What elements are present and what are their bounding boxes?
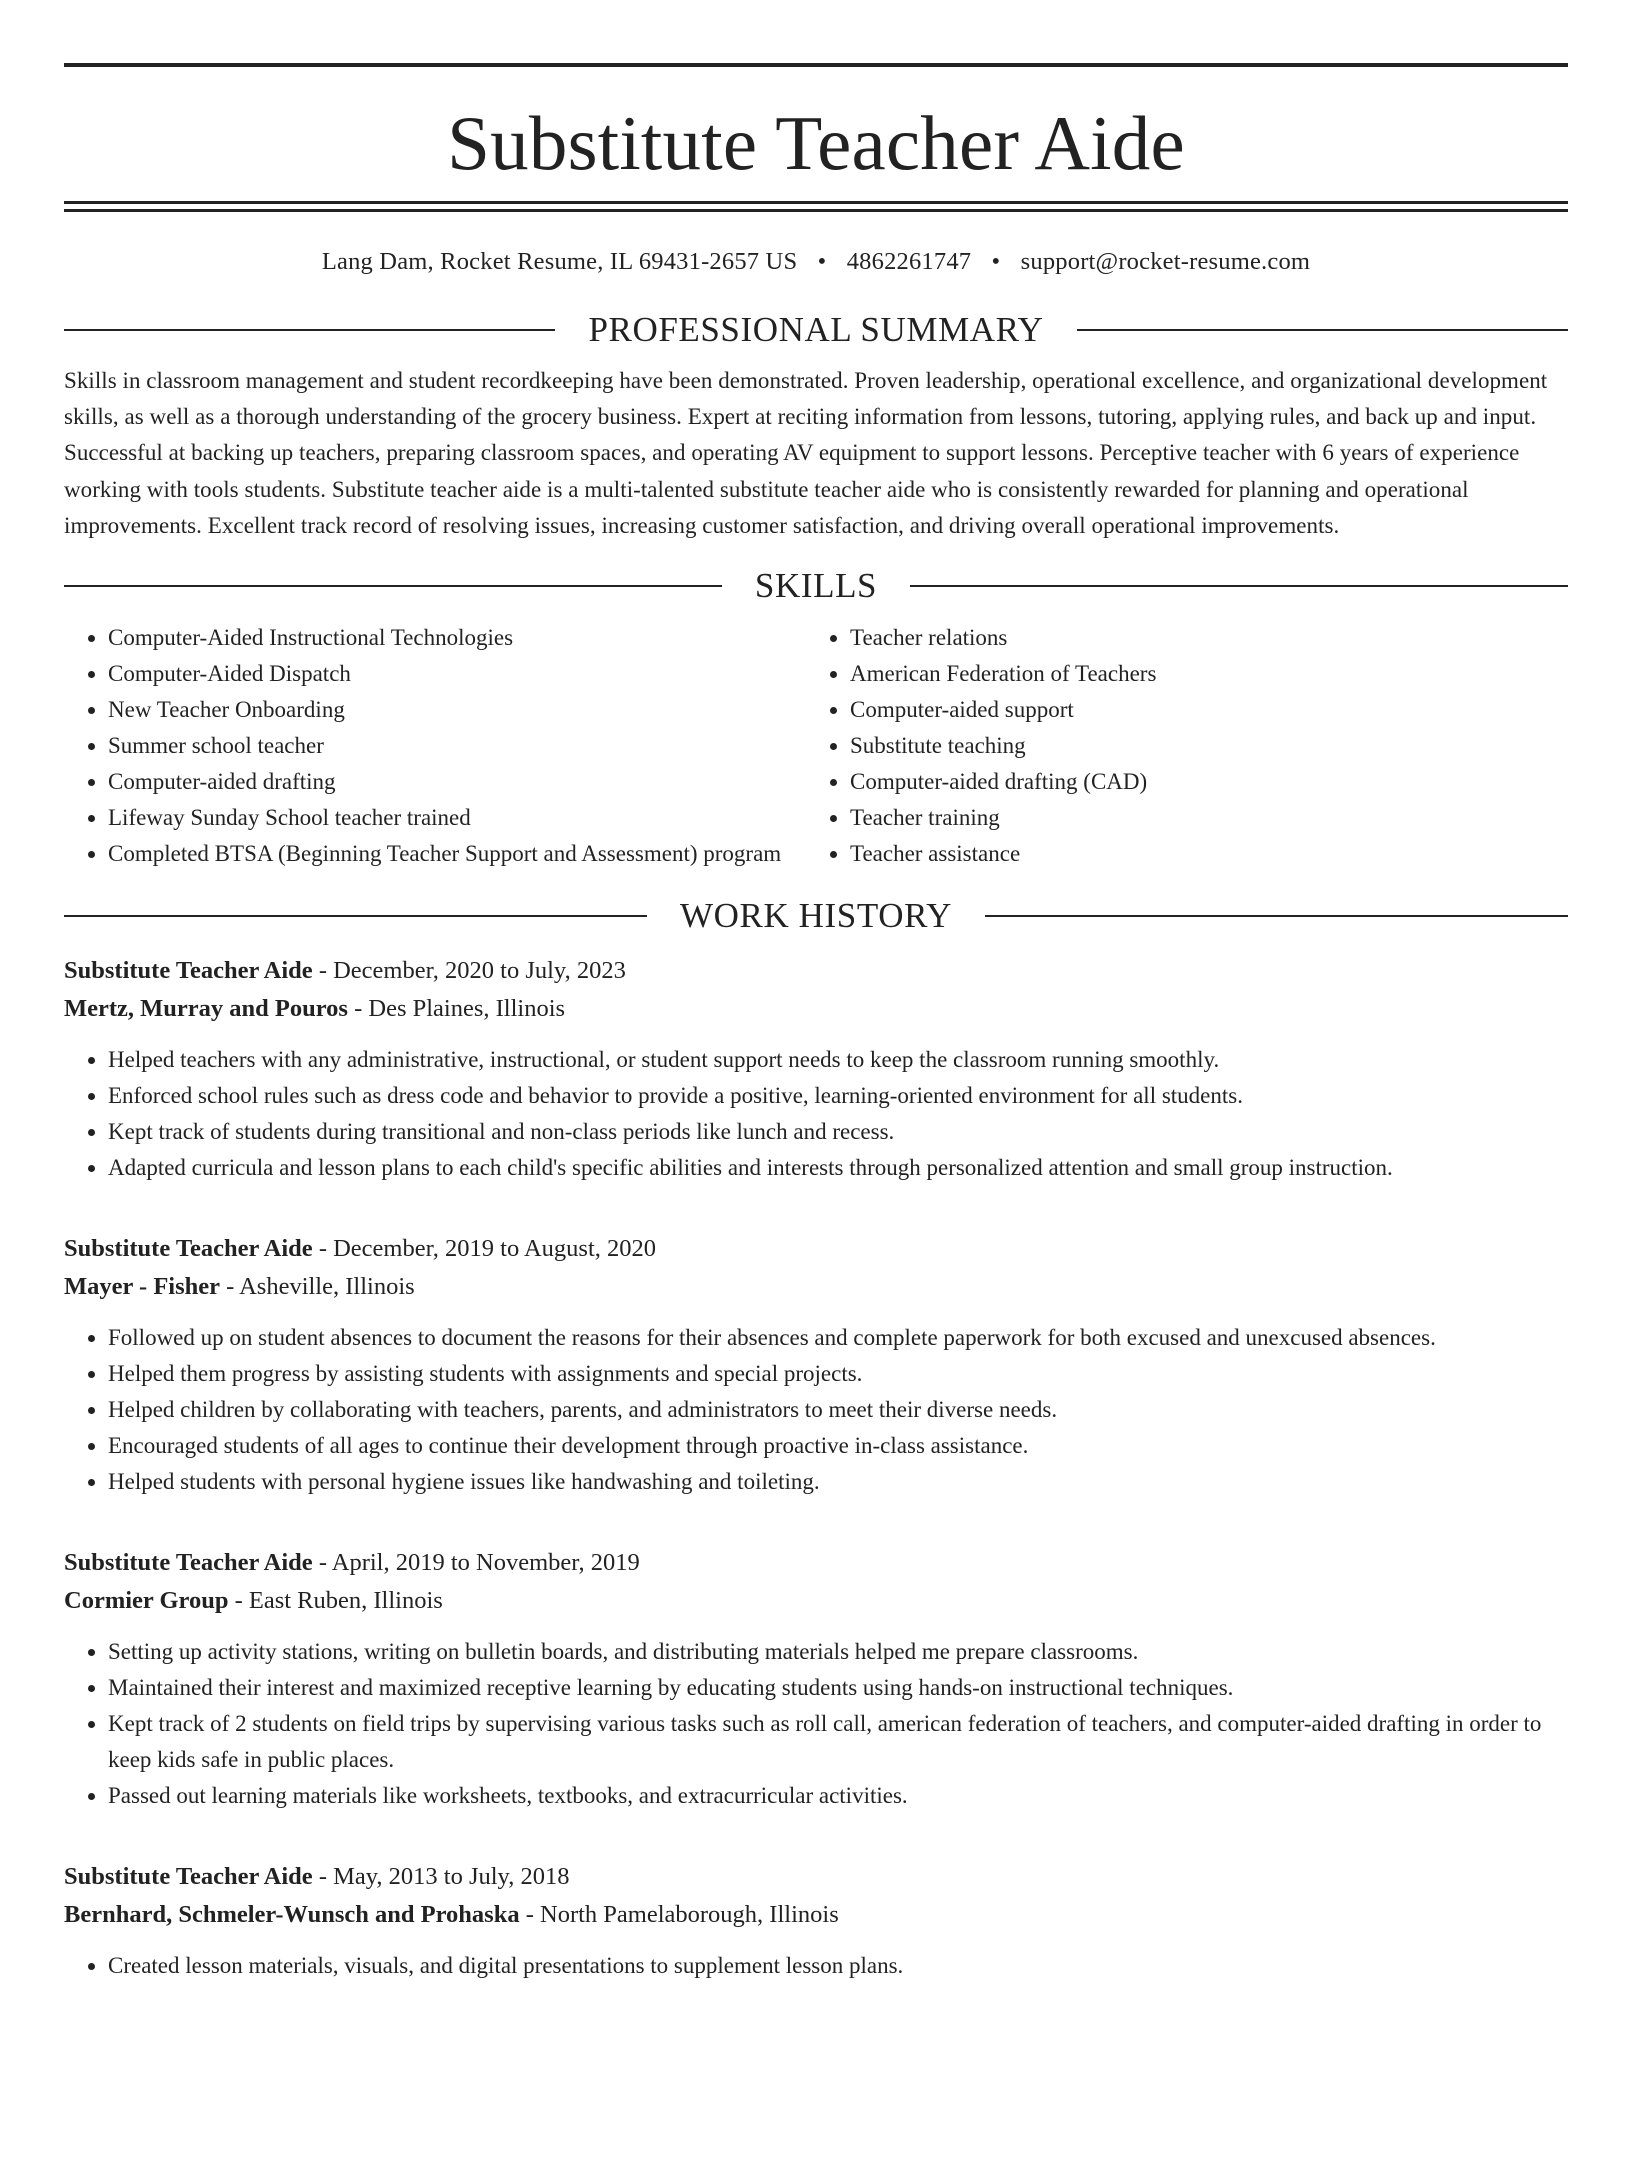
job-company: Mayer - Fisher — [64, 1273, 221, 1301]
divider-line — [64, 915, 647, 917]
job-duty: • Setting up activity stations, writing on bulletin boards, and distributing materials helped me prepare classrooms. — [108, 1634, 1568, 1670]
title-double-rule — [64, 201, 1568, 212]
job-duty: • Encouraged students of all ages to continue their development through proactive in-class assistance. — [108, 1428, 1568, 1464]
skill-item: • Teacher assistance — [850, 836, 1548, 872]
job-title-line — [64, 952, 1568, 990]
job-duty: • Adapted curricula and lesson plans to each child's specific abilities and interests through personalized attention and small group instruction. — [108, 1150, 1568, 1186]
section-title: SKILLS — [754, 566, 878, 606]
top-rule — [64, 63, 1568, 67]
resume-page — [0, 63, 1632, 2175]
skill-item: • Summer school teacher — [108, 728, 796, 764]
job-title: Substitute Teacher Aide — [64, 957, 313, 985]
job-duty: • Helped students with personal hygiene issues like handwashing and toileting. — [108, 1464, 1568, 1500]
job-duty: • Helped them progress by assisting students with assignments and special projects. — [108, 1356, 1568, 1392]
job-title: Substitute Teacher Aide — [64, 1549, 313, 1577]
skill-item: • Computer-Aided Dispatch — [108, 656, 796, 692]
resume-title: Substitute Teacher Aide — [447, 100, 1185, 186]
job-duty: • Passed out learning materials like worksheets, textbooks, and extracurricular activities. — [108, 1778, 1568, 1814]
divider-line — [910, 585, 1568, 587]
job-title-line — [64, 1544, 1568, 1582]
job-duties — [64, 1634, 1568, 1814]
contact-separator: • — [991, 248, 1001, 275]
skill-item: • Computer-Aided Instructional Technologies — [108, 620, 796, 656]
skill-item: • Substitute teaching — [850, 728, 1548, 764]
job-duties — [64, 1042, 1568, 1186]
contact-separator: • — [817, 248, 827, 275]
job-entry — [64, 1544, 1568, 1814]
job-title-line — [64, 1858, 1568, 1896]
divider-line — [64, 329, 555, 331]
skills-list — [64, 620, 1568, 872]
contact-phone: 4862261747 — [846, 248, 972, 275]
job-location: - East Ruben, Illinois — [228, 1587, 443, 1615]
job-company-line — [64, 1268, 1568, 1306]
summary-text: Skills in classroom management and student recordkeeping have been demonstrated. Proven leadership, operational excellence, and organizational development skills, as well as a thorough understanding of the grocery business. Expert at reciting information from lessons, tutoring, applying rules, and back up and input. Successful at backing up teachers, preparing classroom spaces, and operating AV equipment to support lessons. Perceptive teacher with 6 years of experience working with tools students. Substitute teacher aide is a multi-talented substitute teacher aide who is consistently rewarded for planning and operational improvements. Excellent track record of resolving issues, increasing customer satisfaction, and driving overall operational improvements. — [64, 368, 1548, 538]
section-title: PROFESSIONAL SUMMARY — [588, 310, 1044, 349]
skill-item: • New Teacher Onboarding — [108, 692, 796, 728]
section-title: WORK HISTORY — [680, 896, 952, 936]
job-title-line — [64, 1230, 1568, 1268]
contact-email: support@rocket-resume.com — [1020, 248, 1311, 275]
job-duty: • Helped children by collaborating with teachers, parents, and administrators to meet their diverse needs. — [108, 1392, 1568, 1428]
divider-line — [64, 585, 722, 587]
job-duty: • Kept track of 2 students on field trips by supervising various tasks such as roll call, american federation of teachers, and computer-aided drafting in order to keep kids safe in public places. — [108, 1706, 1568, 1778]
skills-column-left — [64, 620, 806, 872]
skill-item: • Completed BTSA (Beginning Teacher Support and Assessment) program — [108, 836, 796, 872]
job-company-line — [64, 990, 1568, 1028]
job-title: Substitute Teacher Aide — [64, 1235, 313, 1263]
job-location: - North Pamelaborough, Illinois — [519, 1901, 839, 1929]
skill-item: • Computer-aided support — [850, 692, 1548, 728]
job-duties — [64, 1948, 1568, 1984]
summary-section-heading — [64, 308, 1568, 352]
skills-column-right — [806, 620, 1548, 872]
job-dates: - December, 2020 to July, 2023 — [312, 957, 626, 985]
job-duty: • Helped teachers with any administrative, instructional, or student support needs to keep the classroom running smoothly. — [108, 1042, 1568, 1078]
skill-item: • Teacher training — [850, 800, 1548, 836]
work-section-heading — [64, 894, 1568, 938]
job-entry — [64, 952, 1568, 1186]
job-company: Mertz, Murray and Pouros — [64, 995, 348, 1023]
divider-line — [1077, 329, 1568, 331]
skill-item: • Lifeway Sunday School teacher trained — [108, 800, 796, 836]
skill-item: • Computer-aided drafting (CAD) — [850, 764, 1548, 800]
skill-item: • American Federation of Teachers — [850, 656, 1548, 692]
job-company-line — [64, 1896, 1568, 1934]
job-company-line — [64, 1582, 1568, 1620]
job-company: Bernhard, Schmeler-Wunsch and Prohaska — [64, 1901, 520, 1929]
job-title: Substitute Teacher Aide — [64, 1863, 313, 1891]
contact-address: Lang Dam, Rocket Resume, IL 69431-2657 US — [321, 248, 798, 275]
job-duty: • Created lesson materials, visuals, and digital presentations to supplement lesson plans. — [108, 1948, 1568, 1984]
job-duties — [64, 1320, 1568, 1500]
job-entry — [64, 1230, 1568, 1500]
job-location: - Asheville, Illinois — [220, 1273, 415, 1301]
job-duty: • Maintained their interest and maximized receptive learning by educating students using hands-on instructional techniques. — [108, 1670, 1568, 1706]
job-company: Cormier Group — [64, 1587, 229, 1615]
contact-line — [64, 246, 1568, 278]
job-duty: • Enforced school rules such as dress code and behavior to provide a positive, learning-oriented environment for all students. — [108, 1078, 1568, 1114]
skill-item: • Computer-aided drafting — [108, 764, 796, 800]
job-dates: - April, 2019 to November, 2019 — [312, 1549, 640, 1577]
divider-line — [985, 915, 1568, 917]
job-location: - Des Plaines, Illinois — [347, 995, 566, 1023]
job-duty: • Kept track of students during transitional and non-class periods like lunch and recess. — [108, 1114, 1568, 1150]
skill-item: • Teacher relations — [850, 620, 1548, 656]
job-duty: • Followed up on student absences to document the reasons for their absences and complete paperwork for both excused and unexcused absences. — [108, 1320, 1568, 1356]
job-entry — [64, 1858, 1568, 1984]
skills-section-heading — [64, 564, 1568, 608]
job-dates: - December, 2019 to August, 2020 — [312, 1235, 657, 1263]
work-history-list — [64, 952, 1568, 1984]
job-dates: - May, 2013 to July, 2018 — [312, 1863, 570, 1891]
